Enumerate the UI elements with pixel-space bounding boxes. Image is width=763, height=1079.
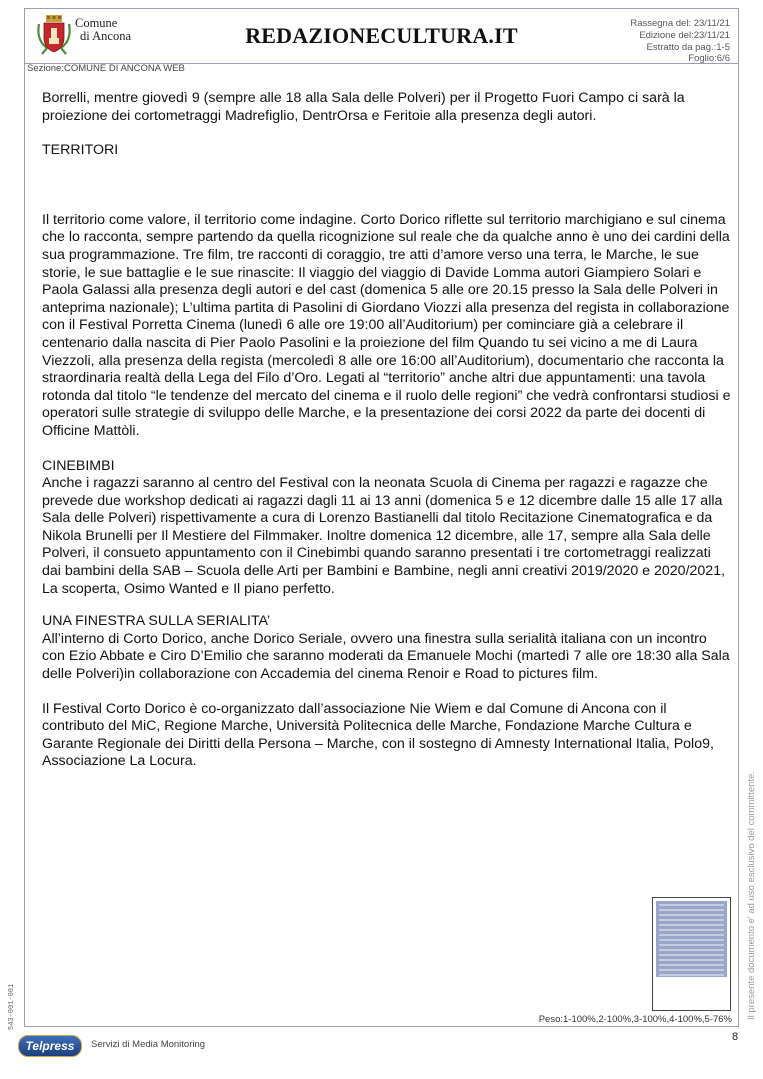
page-thumbnail: [652, 897, 731, 1011]
meta-rassegna: Rassegna del: 23/11/21: [630, 18, 730, 29]
document-code: 543-001-001: [8, 983, 16, 1030]
article-paragraph-territori: Il territorio come valore, il territorio come indagine. Corto Dorico riflette sul territorio marchigiano e sul cinema che lo racconta, sempre partendo da quella ricognizione sul reale che da qualche anno è uno dei cardini della sua programmazione. Tre film, tre racconti di coraggio, tre atti d’amore verso una terra, le Marche, le sue storie, le sue battaglie e le sue rinascite: Il viaggio del viaggio di Davide Lomma autori Giampiero Solari e Paola Galassi alla presenza degli autori e del cast (domenica 5 alle ore 20.15 presso la Sala delle Polveri in anteprima nazionale); L’ultima partita di Pasolini di Giordano Viozzi alla presenza del regista in collaborazione con il Festival Porretta Cinema (lunedì 6 alle ore 19:00 all’Auditorium) per cominciare già a celebrare il centenario dalla nascita di Pier Paolo Pasolini e la proiezione del film Quando tu sei vicino a me di Laura Viezzoli, alla presenza della regista (mercoledì 8 alle ore 16:00 all’Auditorium), documentario che racconta la straordinaria realtà della Lega del Filo d’Oro. Legati al “territorio” anche altri due appuntamenti: una tavola rotonda dal titolo “le tendenze del mercato del cinema e il ruolo delle regioni” che vedrà confrontarsi studiosi e operatori sulle strategie di sviluppo delle Marche, e la presentazione dei corsi 2022 da parte dei docenti di Officine Mattòli.: [42, 211, 731, 439]
footer-tagline: Servizi di Media Monitoring: [91, 1039, 206, 1050]
clipping-meta: [630, 18, 730, 65]
thumbnail-text-block: [656, 901, 727, 977]
meta-foglio: Foglio:6/6: [688, 53, 730, 65]
clipping-header: [25, 9, 738, 64]
article-paragraph-serialita: All’interno di Corto Dorico, anche Dorico Seriale, ovvero una finestra sulla serialità italiana con un incontro con Ezio Abbate e Ciro D’Emilio che saranno moderati da Emanuele Mochi (martedì 7 alle ore 18:30 alla Sala delle Polveri)in collaborazione con Accademia del cinema Renoir e Road to pictures film.: [42, 630, 730, 683]
article-body: [42, 90, 732, 771]
meta-estratto: Estratto da pag.:1-5: [646, 41, 730, 53]
telpress-logo: [18, 1035, 82, 1057]
article-paragraph-closing: Il Festival Corto Dorico è co-organizzato dall’associazione Nie Wiem e dal Comune di Ancona con il contributo del MiC, Regione Marche, Università Politecnica delle Marche, Fondazione Marche Cultura e Garante Regionale dei Diritti della Persona – Marche, con il sostegno di Amnesty International Italia, Polo9, Associazione La Locura.: [42, 700, 714, 770]
meta-edizione: Edizione del:23/11/21: [639, 29, 730, 41]
telpress-logo-text: Telpress: [25, 1039, 75, 1053]
heading-serialita: UNA FINESTRA SULLA SERIALITA’: [42, 613, 271, 630]
article-paragraph-intro: Borrelli, mentre giovedì 9 (sempre alle 18 alla Sala delle Polveri) per il Progetto Fuori Campo ci sarà la proiezione dei cortometraggi Madrefiglio, DentrOrsa e Feritoie alla presenza degli autori.: [42, 90, 685, 124]
publication-title: REDAZIONECULTURA.IT: [245, 23, 518, 48]
article-paragraph-cinebimbi: Anche i ragazzi saranno al centro del Festival con la neonata Scuola di Cinema per ragazzi e ragazze che prevede due workshop dedicati ai ragazzi dagli 11 ai 13 anni (domenica 5 e 12 dicembre dalle 15 alle 17 alla Sala delle Polveri) rispettivamente a cura di Lorenzo Bastianelli dal titolo Recitazione Cinematografica e da Nikola Brunelli per Il Mestiere del Filmmaker. Inoltre domenica 12 dicembre, alle 17, sempre alla Sala delle Polveri, il consueto appuntamento con il Cinebimbi quando saranno presentati i tre cortometraggi realizzati dai bambini della SAB – Scuola delle Arti per Bambini e Bambine, negli anni creativi 2019/2020 e 2020/2021, La scoperta, Osimo Wanted e Il piano perfetto.: [42, 475, 726, 597]
municipality-line-2: di Ancona: [80, 29, 132, 43]
municipality-line-1: Comune: [75, 16, 118, 30]
section-label: Sezione:COMUNE DI ANCONA WEB: [27, 63, 185, 74]
clipping-frame: [24, 8, 739, 1027]
page-number: 8: [732, 1031, 739, 1043]
peso-label: Peso:1-100%,2-100%,3-100%,4-100%,5-76%: [538, 1014, 732, 1025]
heading-cinebimbi: CINEBIMBI: [42, 457, 115, 474]
disclaimer-vertical: Il presente documento e' ad uso esclusivo del committente.: [746, 771, 757, 1020]
heading-territori: TERRITORI: [42, 142, 119, 159]
